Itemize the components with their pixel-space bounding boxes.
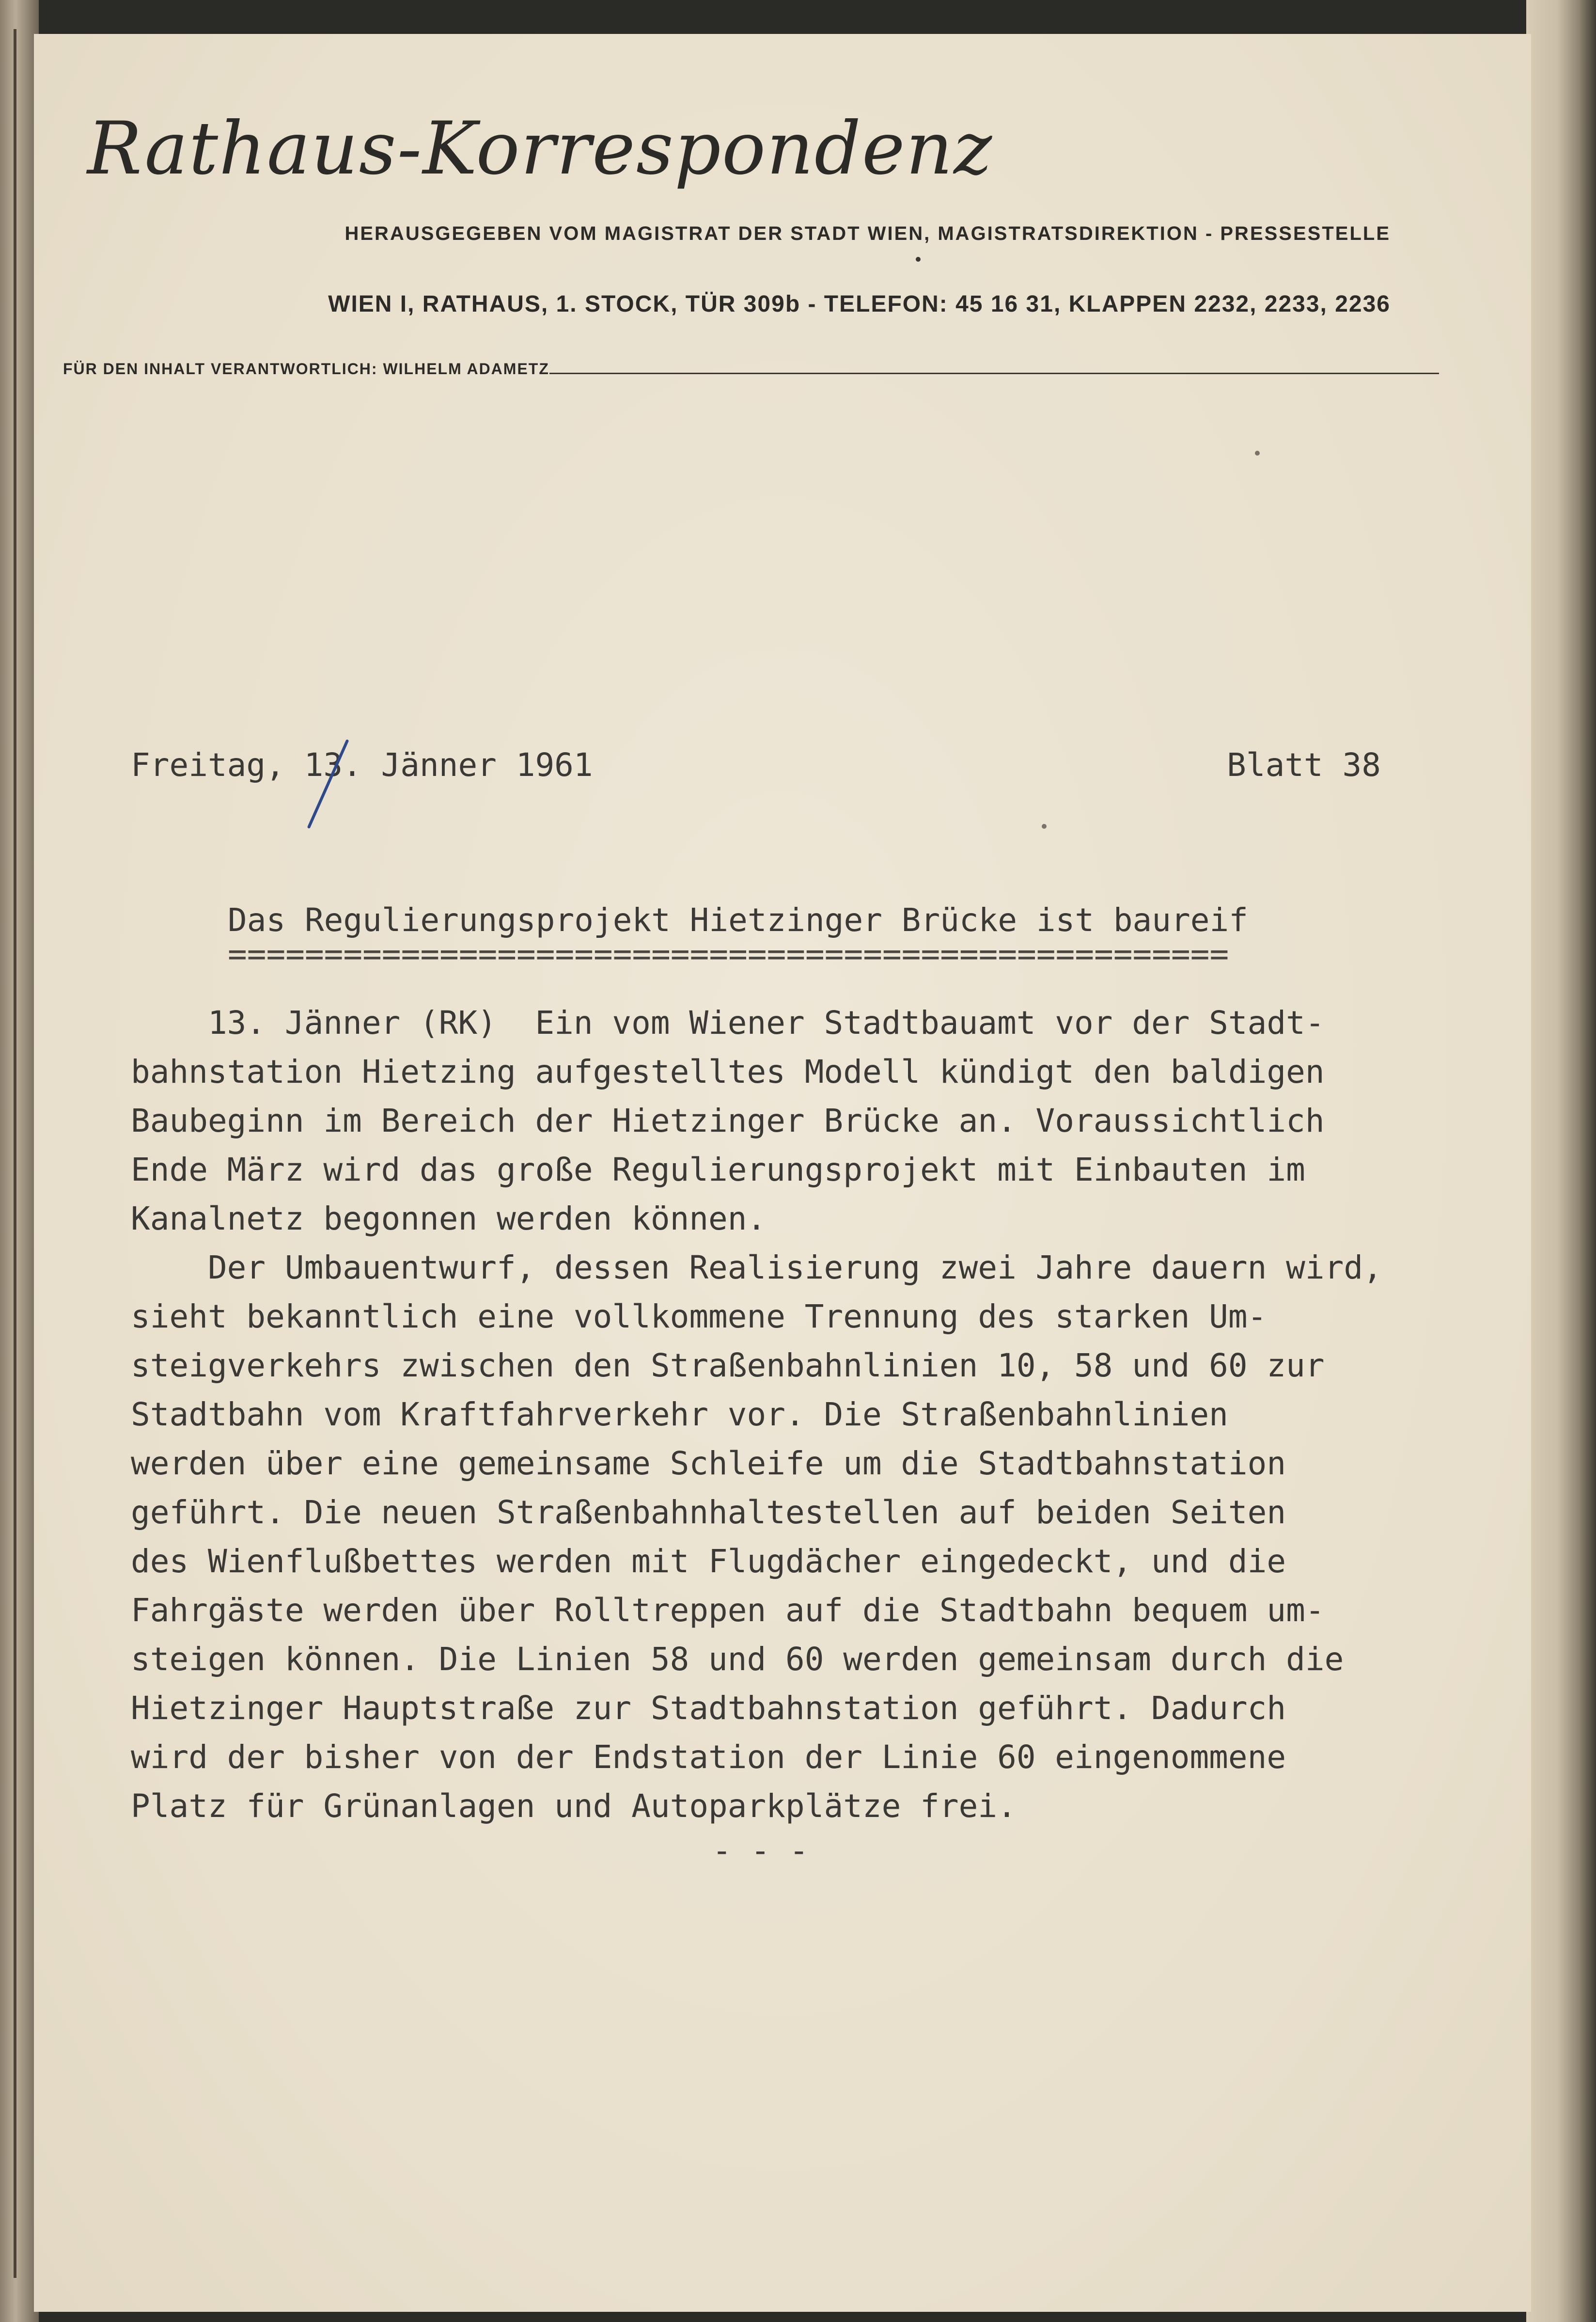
body-line: bahnstation Hietzing aufgestelltes Modell kündigt den baldigen <box>131 1053 1325 1090</box>
body-line: Ende März wird das große Regulierungsprojekt mit Einbauten im <box>131 1151 1305 1188</box>
scan-speck <box>1042 824 1047 829</box>
body-line: Der Umbauentwurf, dessen Realisierung zwei Jahre dauern wird, <box>131 1249 1382 1286</box>
masthead-rule <box>549 373 1439 374</box>
body-line: Stadtbahn vom Kraftfahrverkehr vor. Die Straßenbahnlinien <box>131 1396 1228 1433</box>
body-line: Fahrgäste werden über Rolltreppen auf die Stadtbahn bequem um- <box>131 1592 1325 1629</box>
masthead-dot <box>916 257 921 262</box>
body-line: wird der bisher von der Endstation der Linie 60 eingenommene <box>131 1738 1286 1776</box>
end-mark: - - - <box>712 1832 809 1869</box>
right-book-edge <box>1526 0 1596 2322</box>
body-line: steigen können. Die Linien 58 und 60 werden gemeinsam durch die <box>131 1641 1344 1678</box>
body-line: des Wienflußbettes werden mit Flugdächer eingedeckt, und die <box>131 1543 1286 1580</box>
article-headline: Das Regulierungsprojekt Hietzinger Brücke ist baureif <box>228 901 1248 939</box>
headline-double-rule: ==================================================== <box>228 935 1229 973</box>
binding-thread <box>14 29 16 2278</box>
body-line: Baubeginn im Bereich der Hietzinger Brücke an. Voraussichtlich <box>131 1102 1325 1139</box>
scan-speck <box>1255 451 1260 456</box>
masthead-title: Rathaus-Korrespondenz <box>87 107 993 191</box>
address-line: WIEN I, RATHAUS, 1. STOCK, TÜR 309b - TELEFON: 45 16 31, KLAPPEN 2232, 2233, 2236 <box>328 291 1391 317</box>
article-body <box>131 998 1382 1831</box>
body-line: steigverkehrs zwischen den Straßenbahnlinien 10, 58 und 60 zur <box>131 1347 1325 1384</box>
body-line: sieht bekanntlich eine vollkommene Trennung des starken Um- <box>131 1298 1267 1335</box>
responsible-row <box>63 354 1439 378</box>
document-page <box>34 34 1531 2312</box>
body-line: geführt. Die neuen Straßenbahnhaltestellen auf beiden Seiten <box>131 1494 1286 1531</box>
body-line: werden über eine gemeinsame Schleife um die Stadtbahnstation <box>131 1445 1286 1482</box>
body-line: Platz für Grünanlagen und Autoparkplätze frei. <box>131 1787 1017 1825</box>
date-line: Freitag, 13. Jänner 1961 <box>131 746 593 784</box>
sheet-number: Blatt 38 <box>1227 746 1381 784</box>
body-line: Hietzinger Hauptstraße zur Stadtbahnstation geführt. Dadurch <box>131 1690 1286 1727</box>
publisher-line: HERAUSGEGEBEN VOM MAGISTRAT DER STADT WIEN, MAGISTRATSDIREKTION - PRESSESTELLE <box>344 223 1391 244</box>
body-line: Kanalnetz begonnen werden können. <box>131 1200 767 1237</box>
left-binding-edge <box>0 0 39 2322</box>
responsible-editor: FÜR DEN INHALT VERANTWORTLICH: WILHELM ADAMETZ <box>63 360 549 378</box>
body-line: 13. Jänner (RK) Ein vom Wiener Stadtbauamt vor der Stadt- <box>131 1004 1325 1042</box>
